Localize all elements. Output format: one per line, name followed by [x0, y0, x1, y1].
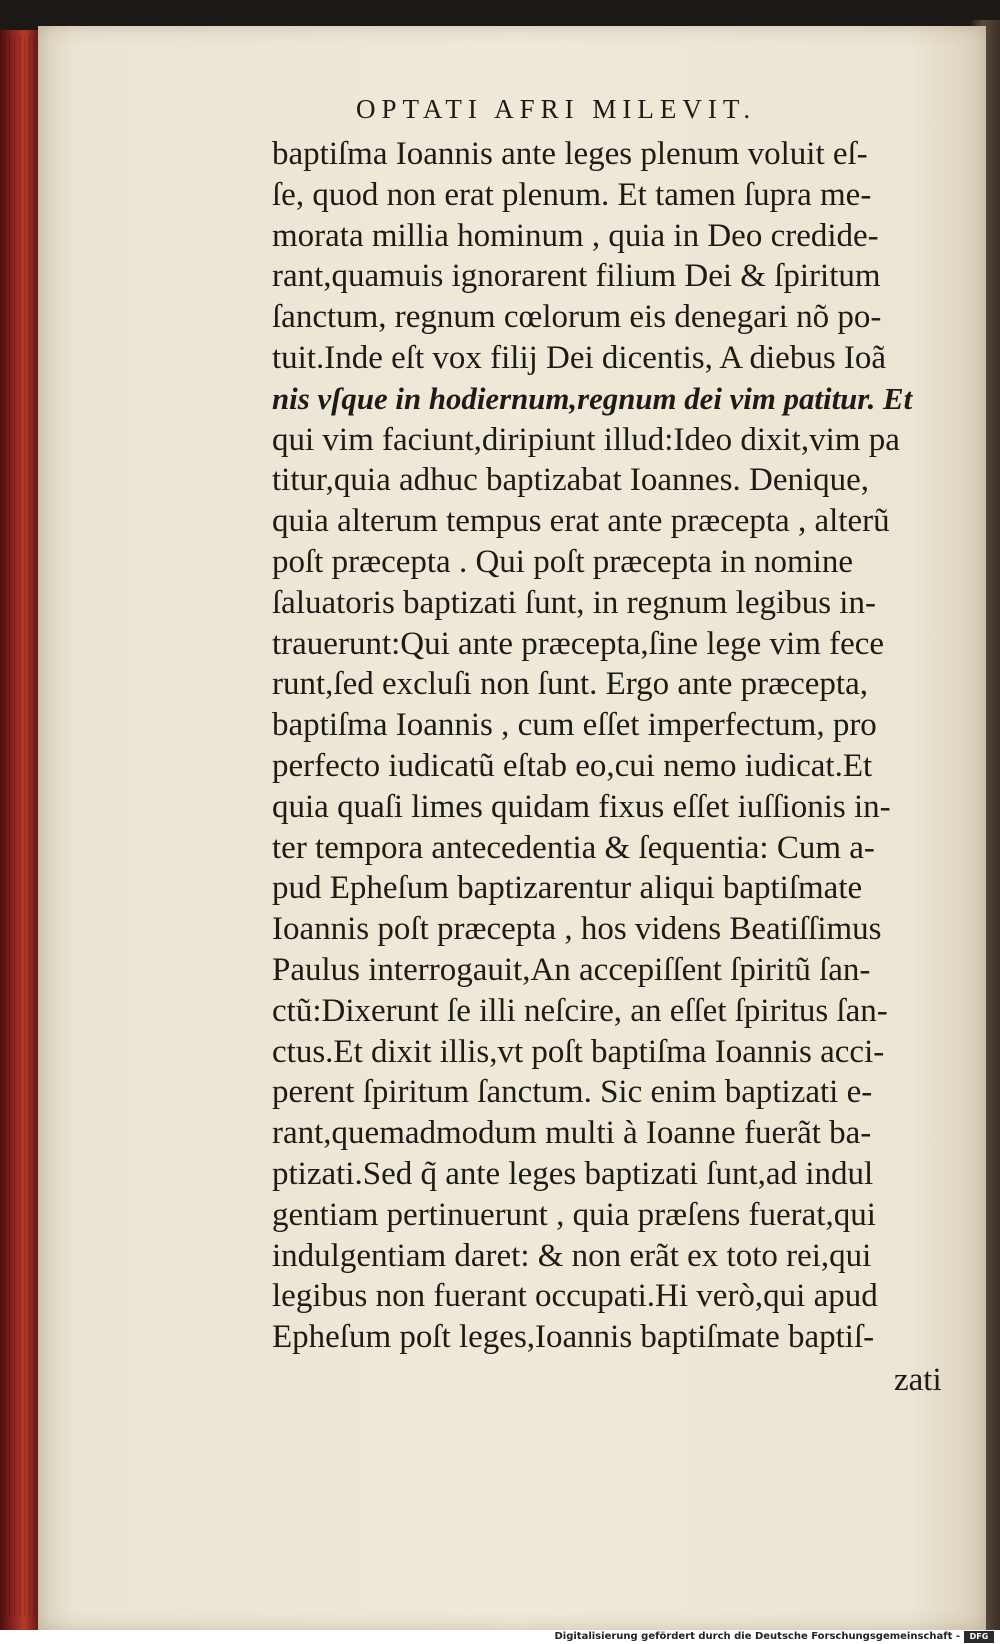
- text-line: trauerunt:Qui ante præcepta,ſine lege vim fece: [272, 625, 885, 662]
- text-line: poſt præcepta . Qui poſt præcepta in nomine: [272, 543, 854, 580]
- text-line: legibus non fuerant occupati.Hi verò,qui apud: [272, 1278, 878, 1315]
- text-line: quia quaſi limes quidam fixus eſſet iuſſionis in-: [272, 788, 891, 825]
- running-head: OPTATI AFRI MILEVIT.: [356, 94, 757, 124]
- text-line: qui vim faciunt,diripiunt illud:Ideo dixit,vim pa: [272, 421, 900, 458]
- text-line: ter tempora antecedentia & ſequentia: Cum a-: [272, 829, 875, 866]
- text-line: runt,ſed excluſi non ſunt. Ergo ante præcepta,: [272, 666, 868, 703]
- text-line: Ioannis poſt præcepta , hos videns Beatiſſimus: [272, 911, 882, 948]
- dfg-logo: DFG: [964, 1631, 994, 1643]
- text-line: nis vſque in hodiernum,regnum dei vim patitur. Et: [272, 380, 913, 416]
- text-line: Epheſum poſt leges,Ioannis baptiſmate baptiſ-: [272, 1319, 875, 1356]
- text-line: perent ſpiritum ſanctum. Sic enim baptizati e-: [272, 1074, 873, 1111]
- text-line: titur,quia adhuc baptizabat Ioannes. Denique,: [272, 462, 870, 499]
- text-line: rant,quemadmodum multi à Ioanne fuerãt ba-: [272, 1115, 872, 1152]
- text-line: ſe, quod non erat plenum. Et tamen ſupra me-: [272, 176, 872, 213]
- text-line: baptiſma Ioannis , cum eſſet imperfectum, pro: [272, 707, 877, 744]
- text-line: ſanctum, regnum cœlorum eis denegari nõ po-: [272, 299, 882, 336]
- text-line: rant,quamuis ignorarent filium Dei & ſpiritum: [272, 258, 881, 295]
- catchword: zati: [894, 1362, 942, 1398]
- digitization-credit: Digitalisierung gefördert durch die Deutsche Forschungsgemeinschaft -: [554, 1631, 960, 1642]
- page-edge-texture: [4, 36, 38, 1616]
- text-line: gentiam pertinuerunt , quia præſens fuerat,qui: [272, 1196, 876, 1233]
- body-text: [272, 134, 952, 1358]
- text-line: baptiſma Ioannis ante leges plenum voluit eſ-: [272, 136, 868, 172]
- text-line: quia alterum tempus erat ante præcepta , alterũ: [272, 503, 890, 540]
- text-line: ptizati.Sed q̃ ante leges baptizati ſunt,ad indul: [272, 1155, 874, 1192]
- text-line: pud Epheſum baptizarentur aliqui baptiſmate: [272, 870, 863, 907]
- text-line: ctus.Et dixit illis,vt poſt baptiſma Ioannis acci-: [272, 1033, 885, 1070]
- text-line: perfecto iudicatũ eſtab eo,cui nemo iudicat.Et: [272, 747, 873, 784]
- text-line: Paulus interrogauit,An accepiſſent ſpiritũ ſan-: [272, 951, 871, 988]
- text-line: ctũ:Dixerunt ſe illi neſcire, an eſſet ſpiritus ſan-: [272, 992, 888, 1029]
- text-line: indulgentiam daret: & non erãt ex toto rei,qui: [272, 1237, 872, 1274]
- text-line: morata millia hominum , quia in Deo credide-: [272, 217, 879, 254]
- text-line: tuit.Inde eſt vox filij Dei dicentis, A diebus Ioã: [272, 339, 887, 376]
- text-line: ſaluatoris baptizati ſunt, in regnum legibus in-: [272, 584, 876, 621]
